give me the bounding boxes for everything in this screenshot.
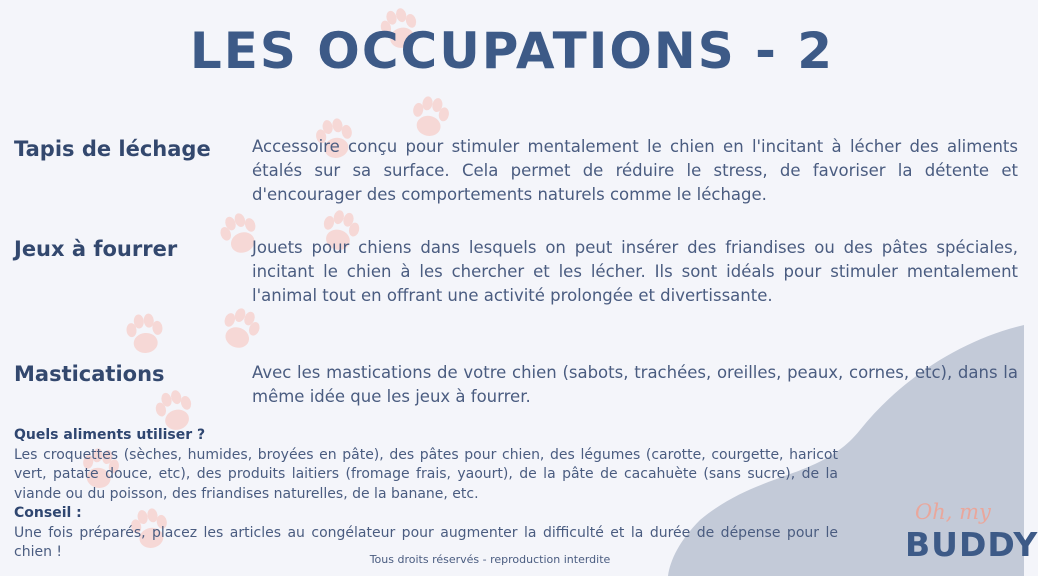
copyright-footer: Tous droits réservés - reproduction interdite [369, 553, 611, 566]
paw-print-icon [409, 94, 451, 139]
paw-print-icon [125, 313, 164, 355]
paw-print-icon [217, 304, 264, 353]
term-label: Tapis de léchage [14, 137, 211, 161]
term-label: Jeux à fourrer [14, 237, 178, 261]
term-label: Mastications [14, 362, 165, 386]
logo-wordmark: BUDDY [905, 525, 1038, 564]
tip-text: Une fois préparés, placez les articles au congélateur pour augmenter la difficulté et la durée de dépense pour le chien ! [14, 524, 838, 560]
foods-text: Les croquettes (sèches, humides, broyées en pâte), des pâtes pour chien, des légumes (carotte, courgette, haricot vert, patate douce, etc), des produits laitiers (fromage frais, yaourt), de la pâte de cacahuète (sans sucre), de la viande ou du poisson, des friandises naturelles, de la banane, etc. [14, 446, 838, 502]
tips-section [14, 426, 838, 563]
term-definition: Avec les mastications de votre chien (sabots, trachées, oreilles, peaux, cornes, etc), dans la même idée que les jeux à fourrer. [252, 363, 1018, 406]
brand-logo [905, 500, 1038, 564]
term-definition: Jouets pour chiens dans lesquels on peut insérer des friandises ou des pâtes spéciales, incitant le chien à les chercher et les lécher. Ils sont idéals pour stimuler mentalement l'animal tout en offrant une activité prolongée et divertissante. [252, 238, 1018, 305]
foods-heading: Quels aliments utiliser ? [14, 427, 206, 443]
logo-tagline: Oh, my [915, 500, 991, 524]
page-title: LES OCCUPATIONS - 2 [189, 22, 835, 80]
term-definition: Accessoire conçu pour stimuler mentalement le chien en l'incitant à lécher des aliments étalés sur sa surface. Cela permet de réduire le stress, de favoriser la détente et d'encourager des comportements naturels comme le léchage. [252, 137, 1018, 204]
tip-heading: Conseil : [14, 505, 82, 521]
